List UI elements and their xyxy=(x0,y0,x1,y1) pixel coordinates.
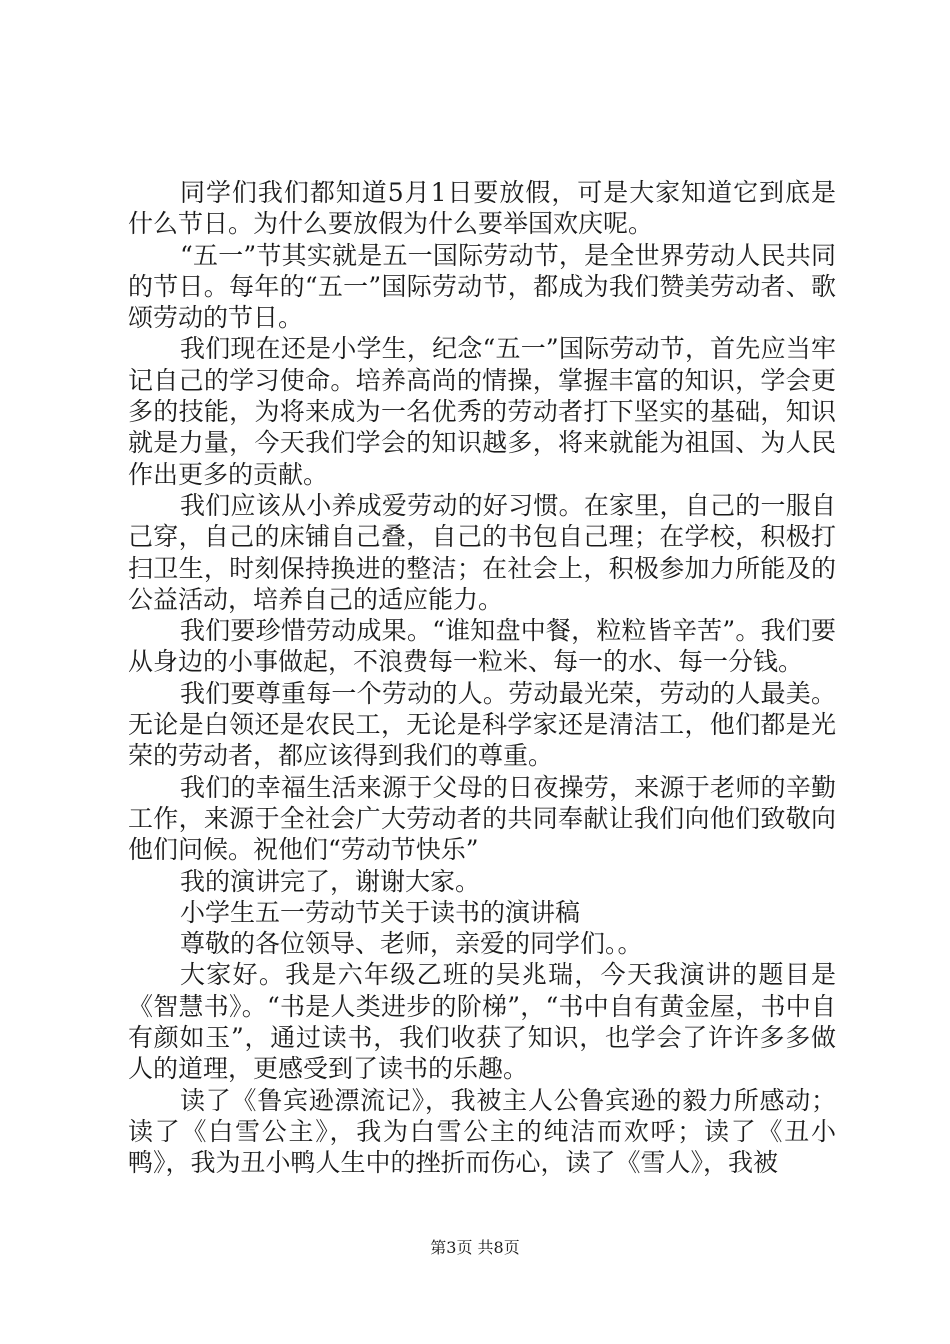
salutation: 尊敬的各位领导、老师，亲爱的同学们。。 xyxy=(180,929,643,959)
paragraph-6: 我们要尊重每一个劳动的人。劳动最光荣，劳动的人最美。无论是白领还是农民工，无论是科学家还是清洁工，他们都是光荣的劳动者，都应该得到我们的尊重。 xyxy=(128,678,836,771)
paragraph-1: 同学们我们都知道5月1日要放假，可是大家知道它到底是什么节日。为什么要放假为什么要举国欢庆呢。 xyxy=(128,178,836,239)
paragraph-8: 我的演讲完了，谢谢大家。 xyxy=(180,866,481,896)
paragraph-11: 大家好。我是六年级乙班的吴兆瑞，今天我演讲的题目是《智慧书》。“书是人类进步的阶梯”，“书中自有黄金屋，书中自有颜如玉”，通过读书，我们收获了知识，也学会了许许多多做人的道理，更感受到了读书的乐趣。 xyxy=(128,960,836,1084)
paragraph-3: 我们现在还是小学生，纪念“五一”国际劳动节，首先应当牢记自己的学习使命。培养高尚的情操，掌握丰富的知识，学会更多的技能，为将来成为一名优秀的劳动者打下坚实的基础，知识就是力量，今天我们学会的知识越多，将来就能为祖国、为人民作出更多的贡献。 xyxy=(128,334,836,489)
paragraph-4: 我们应该从小养成爱劳动的好习惯。在家里，自己的一服自己穿，自己的床铺自己叠，自己的书包自己理；在学校，积极打扫卫生，时刻保持换进的整洁；在社会上，积极参加力所能及的公益活动，培养自己的适应能力。 xyxy=(128,490,836,614)
paragraph-12: 读了《鲁宾逊漂流记》，我被主人公鲁宾逊的毅力所感动；读了《白雪公主》，我为白雪公主的纯洁而欢呼；读了《丑小鸭》，我为丑小鸭人生中的挫折而伤心，读了《雪人》，我被 xyxy=(128,1085,836,1178)
paragraph-7: 我们的幸福生活来源于父母的日夜操劳，来源于老师的辛勤工作，来源于全社会广大劳动者的共同奉献让我们向他们致敬向他们问候。祝他们“劳动节快乐” xyxy=(128,772,836,865)
paragraph-5: 我们要珍惜劳动成果。“谁知盘中餐，粒粒皆辛苦”。我们要从身边的小事做起，不浪费每一粒米、每一的水、每一分钱。 xyxy=(128,616,836,677)
section-heading: 小学生五一劳动节关于读书的演讲稿 xyxy=(180,897,581,927)
paragraph-2: “五一”节其实就是五一国际劳动节，是全世界劳动人民共同的节日。每年的“五一”国际劳动节，都成为我们赞美劳动者、歌颂劳动的节日。 xyxy=(128,240,836,333)
document-body xyxy=(128,177,836,1179)
page-footer: 第3页 共8页 xyxy=(430,1238,520,1257)
